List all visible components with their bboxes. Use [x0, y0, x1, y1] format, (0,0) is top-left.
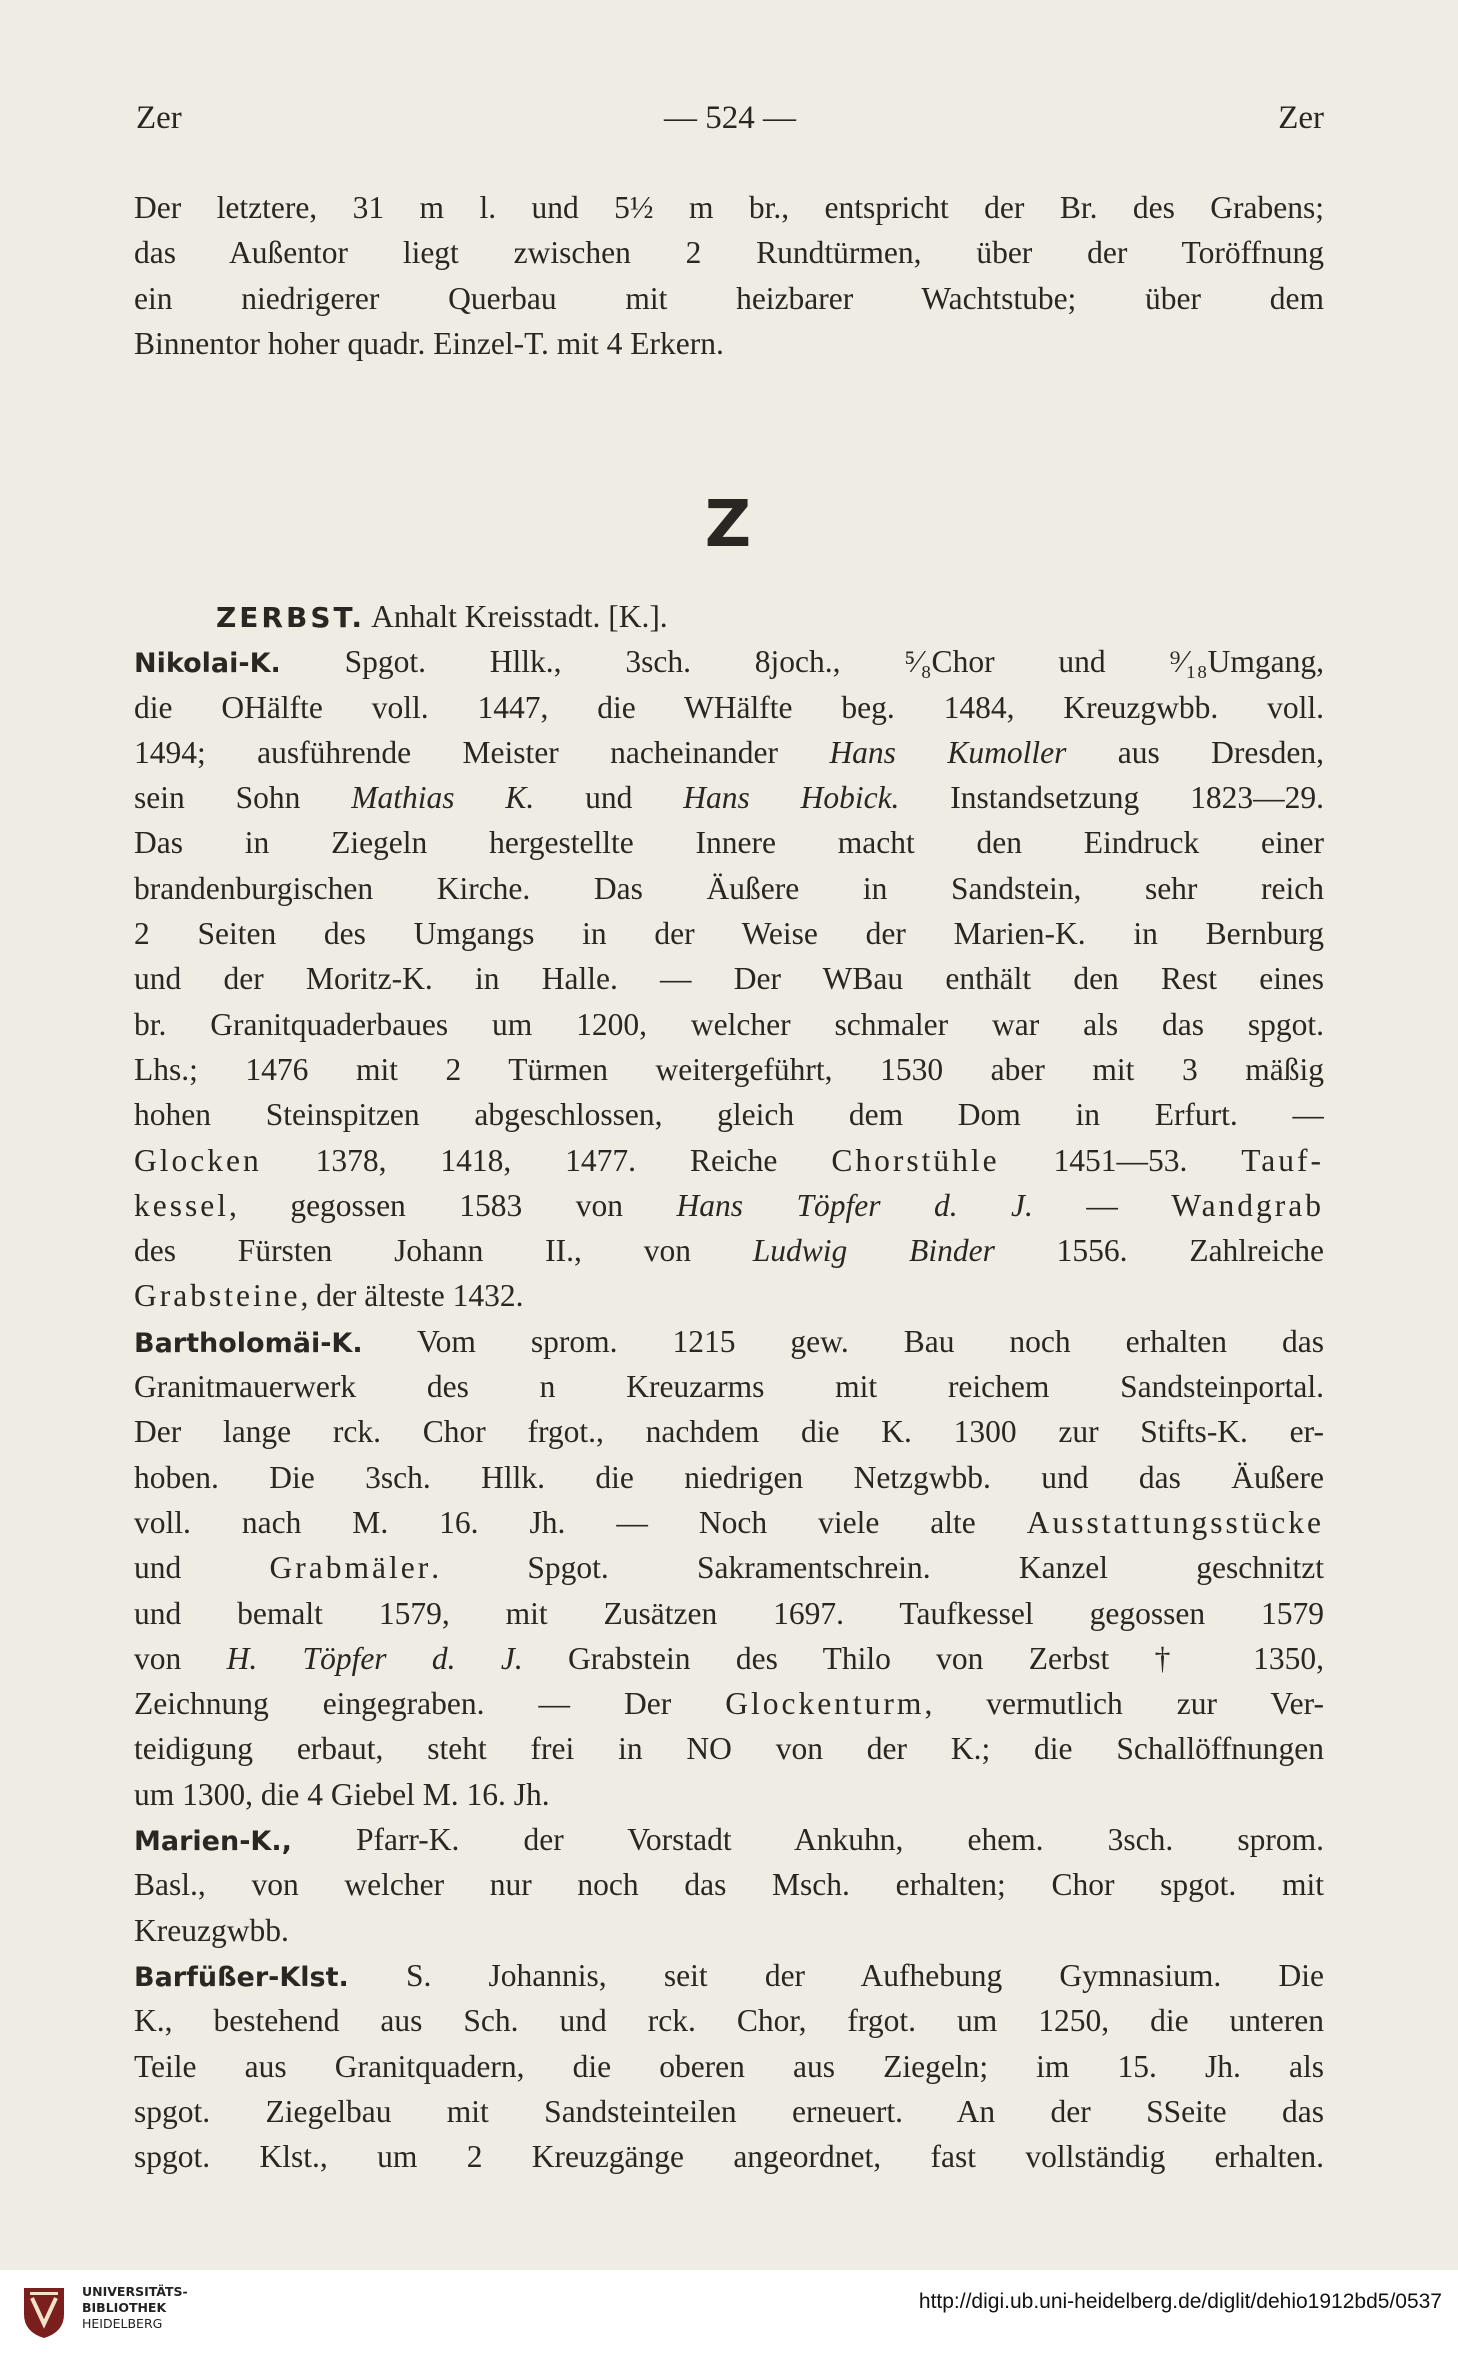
text-line: ein niedrigerer Querbau mit heizbarer Wachtstube; über dem: [134, 280, 1324, 316]
text-line: und Grabmäler. Spgot. Sakramentschrein. Kanzel geschnitzt: [134, 1550, 1324, 1586]
text-line: brandenburgischen Kirche. Das Äußere in Sandstein, sehr reich: [134, 870, 1324, 906]
page-number: — 524 —: [664, 100, 796, 136]
text-line: und bemalt 1579, mit Zusätzen 1697. Taufkessel gegossen 1579: [134, 1595, 1324, 1631]
entry-head-bartholomaei: Bartholomäi-K.: [134, 1327, 363, 1359]
library-name: UNIVERSITÄTS- BIBLIOTHEK HEIDELBERG: [82, 2284, 188, 2331]
text-line: spgot. Ziegelbau mit Sandsteinteilen erneuert. An der SSeite das: [134, 2093, 1324, 2129]
text-line: von H. Töpfer d. J. Grabstein des Thilo von Zerbst † 1350,: [134, 1640, 1324, 1676]
running-header: [136, 100, 1324, 146]
text-line: sein Sohn Mathias K. und Hans Hobick. Instandsetzung 1823—29.: [134, 780, 1324, 816]
text-line: Glocken 1378, 1418, 1477. Reiche Chorstühle 1451—53. Tauf-: [134, 1142, 1324, 1178]
text-line: des Fürsten Johann II., von Ludwig Binder 1556. Zahlreiche: [134, 1233, 1324, 1269]
text-line: Teile aus Granitquadern, die oberen aus Ziegeln; im 15. Jh. als: [134, 2048, 1324, 2084]
entry-head-marien: Marien-K.,: [134, 1826, 292, 1858]
text-line: kessel, gegossen 1583 von Hans Töpfer d. J. — Wandgrab: [134, 1187, 1324, 1223]
city-heading: [134, 594, 1324, 639]
source-url-link[interactable]: http://digi.ub.uni-heidelberg.de/diglit/dehio1912bd5/0537: [918, 2290, 1442, 2313]
text-line: um 1300, die 4 Giebel M. 16. Jh.: [134, 1776, 550, 1812]
entry-head-nikolai: Nikolai-K.: [134, 648, 281, 680]
text-line: Der lange rck. Chor frgot., nachdem die K. 1300 zur Stifts-K. er-: [134, 1414, 1324, 1450]
text-line: hohen Steinspitzen abgeschlossen, gleich dem Dom in Erfurt. —: [134, 1097, 1324, 1133]
text-line: Grabsteine, der älteste 1432.: [134, 1278, 524, 1314]
text-line: Der letztere, 31 m l. und 5½ m br., entspricht der Br. des Grabens;: [134, 190, 1324, 225]
text-line: Basl., von welcher nur noch das Msch. erhalten; Chor spgot. mit: [134, 1867, 1324, 1903]
text-line: Marien-K., Pfarr-K. der Vorstadt Ankuhn, ehem. 3sch. sprom.: [134, 1822, 1324, 1858]
text-line: spgot. Klst., um 2 Kreuzgänge angeordnet, fast vollständig erhalten.: [134, 2139, 1324, 2175]
text-line: 1494; ausführende Meister nacheinander Hans Kumoller aus Dresden,: [134, 734, 1324, 770]
text-line: die OHälfte voll. 1447, die WHälfte beg. 1484, Kreuzgwbb. voll.: [134, 689, 1324, 725]
entry-head-barfuesser: Barfüßer-Klst.: [134, 1961, 349, 1993]
text-line: Binnentor hoher quadr. Einzel-T. mit 4 Erkern.: [134, 325, 724, 361]
zerbst-entry: [134, 594, 1324, 2179]
text-line: Granitmauerwerk des n Kreuzarms mit reichem Sandsteinportal.: [134, 1369, 1324, 1405]
library-seal-icon: [20, 2284, 68, 2340]
text-line: Bartholomäi-K. Vom sprom. 1215 gew. Bau noch erhalten das: [134, 1323, 1324, 1359]
text-line: K., bestehend aus Sch. und rck. Chor, frgot. um 1250, die unteren: [134, 2003, 1324, 2039]
text-line: voll. nach M. 16. Jh. — Noch viele alte Ausstattungsstücke: [134, 1504, 1324, 1540]
text-line: das Außentor liegt zwischen 2 Rundtürmen, über der Toröffnung: [134, 235, 1324, 271]
text-line: Das in Ziegeln hergestellte Innere macht den Eindruck einer: [134, 825, 1324, 861]
text-line: 2 Seiten des Umgangs in der Weise der Marien-K. in Bernburg: [134, 916, 1324, 952]
header-left: Zer: [136, 100, 182, 136]
text-line: Kreuzgwbb.: [134, 1912, 289, 1948]
intro-paragraph: [134, 185, 1324, 366]
city-name: ZERBST.: [216, 601, 365, 634]
text-line: und der Moritz-K. in Halle. — Der WBau enthält den Rest eines: [134, 961, 1324, 997]
footer-bar: [0, 2270, 1458, 2374]
text-line: Zeichnung eingegraben. — Der Glockenturm, vermutlich zur Ver-: [134, 1686, 1324, 1722]
text-line: Lhs.; 1476 mit 2 Türmen weitergeführt, 1530 aber mit 3 mäßig: [134, 1051, 1324, 1087]
text-line: Barfüßer-Klst. S. Johannis, seit der Aufhebung Gymnasium. Die: [134, 1957, 1324, 1993]
text-line: br. Granitquaderbaues um 1200, welcher schmaler war als das spgot.: [134, 1006, 1324, 1042]
text-line: Nikolai-K. Spgot. Hllk., 3sch. 8joch., ⁵⁄₈Chor und ⁹⁄₁₈Umgang,: [134, 644, 1324, 680]
text-line: teidigung erbaut, steht frei in NO von der K.; die Schallöffnungen: [134, 1731, 1324, 1767]
city-description: Anhalt Kreisstadt. [K.].: [364, 599, 668, 634]
section-letter: Z: [704, 488, 754, 562]
text-line: hoben. Die 3sch. Hllk. die niedrigen Netzgwbb. und das Äußere: [134, 1459, 1324, 1495]
header-right: Zer: [1278, 100, 1324, 136]
